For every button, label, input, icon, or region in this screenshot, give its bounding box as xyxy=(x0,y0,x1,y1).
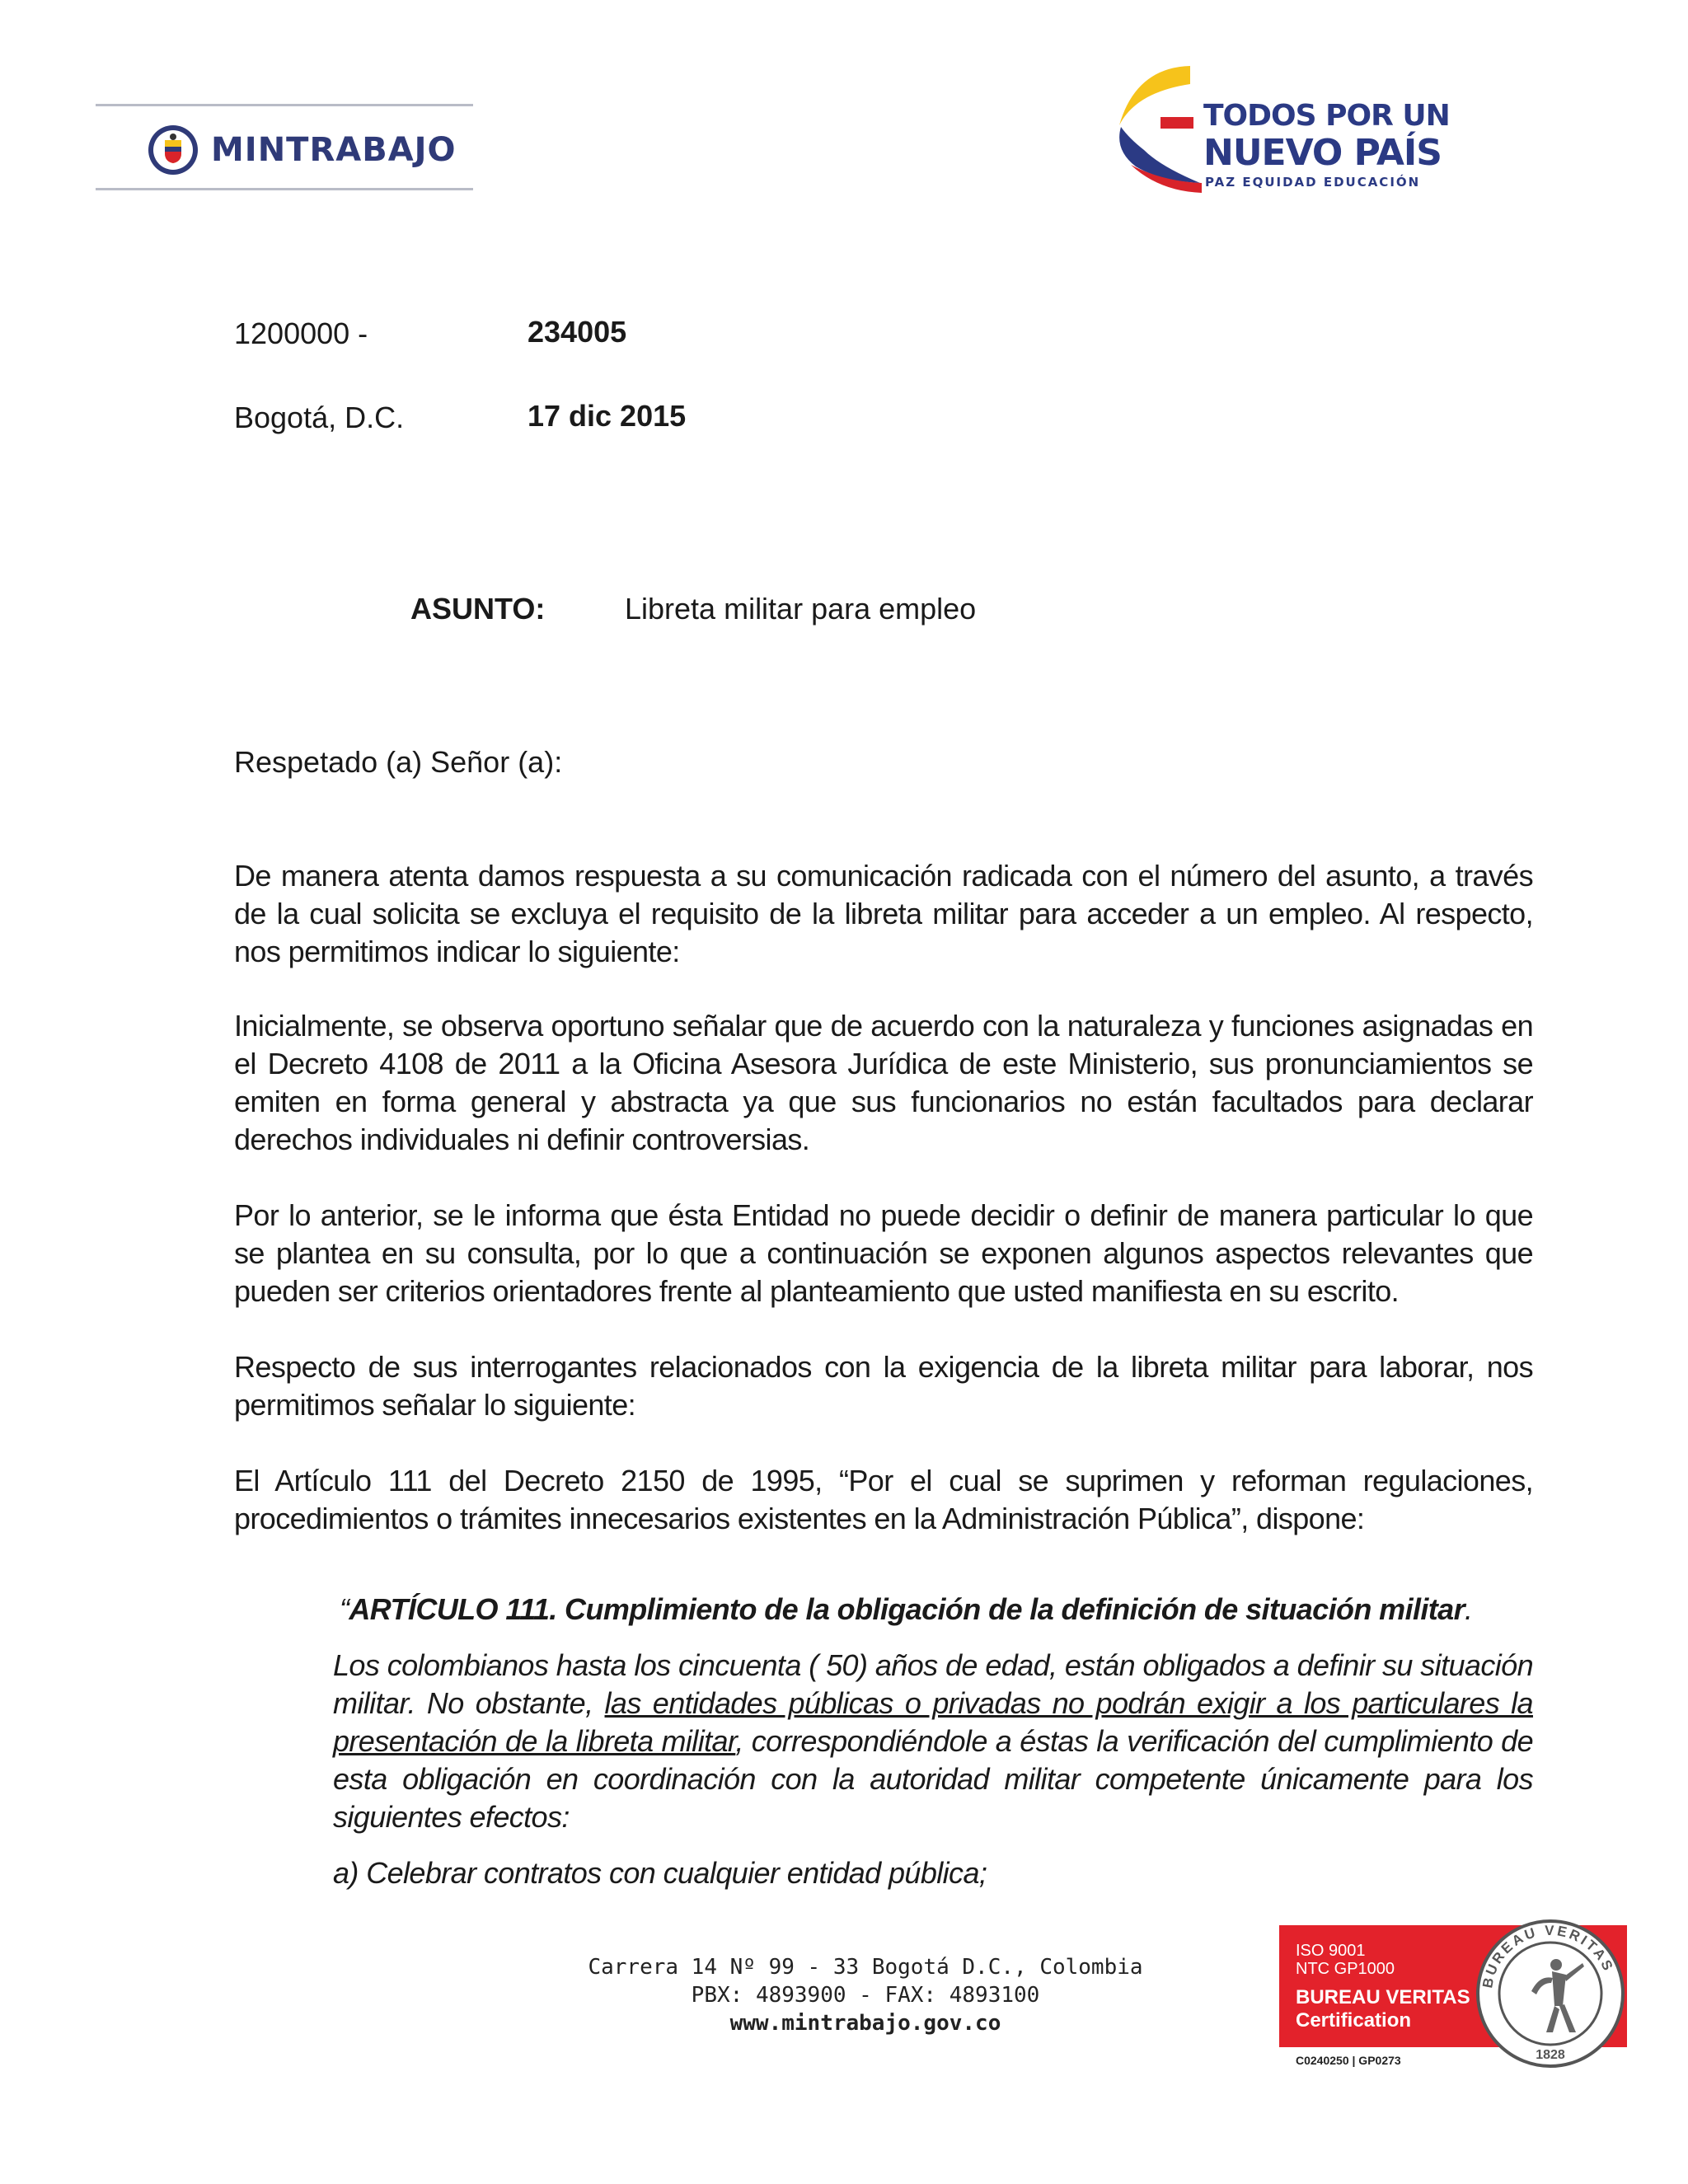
slogan-subtitle: PAZ EQUIDAD EDUCACIÓN xyxy=(1205,175,1421,190)
article-heading: ARTÍCULO 111. Cumplimiento de la obligación de la definición de situación militar xyxy=(349,1592,1465,1626)
header-rule-bottom xyxy=(96,188,473,190)
cert-line-4: Certification xyxy=(1296,2009,1412,2032)
quote-list-item-a: a) Celebrar contratos con cualquier entidad pública; xyxy=(333,1856,987,1890)
letter-date: 17 dic 2015 xyxy=(528,399,687,433)
footer-phones: PBX: 4893900 - FAX: 4893100 xyxy=(691,1983,1040,2008)
paragraph-2: Inicialmente, se observa oportuno señalar que de acuerdo con la naturaleza y funciones asignadas en el Decreto 4108 de 2011 a la Oficina Asesora Jurídica de este Ministerio, sus pronunciamientos se emiten en forma general y abstracta ya que sus funcionarios no están facultados para declarar derechos individuales ni definir controversias. xyxy=(234,1009,1533,1156)
slogan-line-2: NUEVO PAÍS xyxy=(1203,132,1442,174)
seal-year-text: 1828 xyxy=(1536,2048,1565,2062)
ministry-name: MINTRABAJO xyxy=(211,131,457,169)
colombia-flag-swoosh-icon xyxy=(1111,59,1202,199)
subject-value: Libreta militar para empleo xyxy=(625,592,977,626)
quoted-article-title xyxy=(340,1592,1472,1627)
footer-website: www.mintrabajo.gov.co xyxy=(729,2011,1001,2036)
certification-badge xyxy=(1279,1922,1627,2070)
footer-contact xyxy=(495,1953,1236,2037)
seal-top-text: BUREAU VERITAS xyxy=(1479,1922,1617,1990)
article-heading-period: . xyxy=(1465,1592,1473,1626)
salutation: Respetado (a) Señor (a): xyxy=(234,745,563,779)
paragraph-4: Respecto de sus interrogantes relacionados con la exigencia de la libreta militar para laborar, nos permitimos señalar lo siguiente: xyxy=(234,1350,1533,1422)
ministry-logo xyxy=(147,124,457,176)
paragraph-3: Por lo anterior, se le informa que ésta Entidad no puede decidir o definir de manera particular lo que se plantea en su consulta, por lo que a continuación se exponen algunos aspectos relevantes que pueden ser criterios orientadores frente al planteamiento que usted manifiesta en su escrito. xyxy=(234,1198,1533,1308)
filing-code-prefix: 1200000 - xyxy=(234,316,368,350)
bureau-veritas-seal-icon xyxy=(1474,1917,1627,2070)
subject-label: ASUNTO: xyxy=(410,592,546,626)
quote-open-mark: “ xyxy=(340,1592,349,1626)
footer-address: Carrera 14 Nº 99 - 33 Bogotá D.C., Colombia xyxy=(588,1955,1143,1980)
quote-underlined-text: las entidades públicas o privadas no podrán exigir a los particulares la presentación de la libreta militar xyxy=(333,1686,1533,1758)
cert-code: C0240250 | GP0273 xyxy=(1296,2054,1401,2067)
city: Bogotá, D.C. xyxy=(234,401,405,434)
cert-line-1: ISO 9001 xyxy=(1296,1942,1366,1960)
paragraph-1: De manera atenta damos respuesta a su comunicación radicada con el número del asunto, a través de la cual solicita se excluya el requisito de la libreta militar para acceder a un empleo. Al respecto, nos permitimos indicar lo siguiente: xyxy=(234,859,1533,968)
slogan-line-1: TODOS POR UN xyxy=(1203,99,1450,133)
government-slogan-logo xyxy=(1111,59,1450,199)
quote-text-part-2: , correspondiéndole a éstas la verificación del cumplimiento de esta obligación en coordinación con la autoridad militar competente únicamente para los siguientes efectos: xyxy=(333,1724,1533,1834)
colombia-coat-of-arms-icon xyxy=(147,124,199,176)
quoted-article-body xyxy=(333,1647,1533,1836)
filing-code-number: 234005 xyxy=(528,315,627,349)
paragraph-5: El Artículo 111 del Decreto 2150 de 1995, “Por el cual se suprimen y reforman regulaciones, procedimientos o trámites innecesarios existentes en la Administración Pública”, dispone: xyxy=(234,1464,1533,1535)
header-rule-top xyxy=(96,104,473,106)
cert-line-3: BUREAU VERITAS xyxy=(1296,1986,1470,2008)
quote-text-part-1: Los colombianos hasta los cincuenta ( 50) años de edad, están obligados a definir su situación militar. No obstante, xyxy=(333,1648,1533,1720)
cert-line-2: NTC GP1000 xyxy=(1296,1960,1395,1978)
